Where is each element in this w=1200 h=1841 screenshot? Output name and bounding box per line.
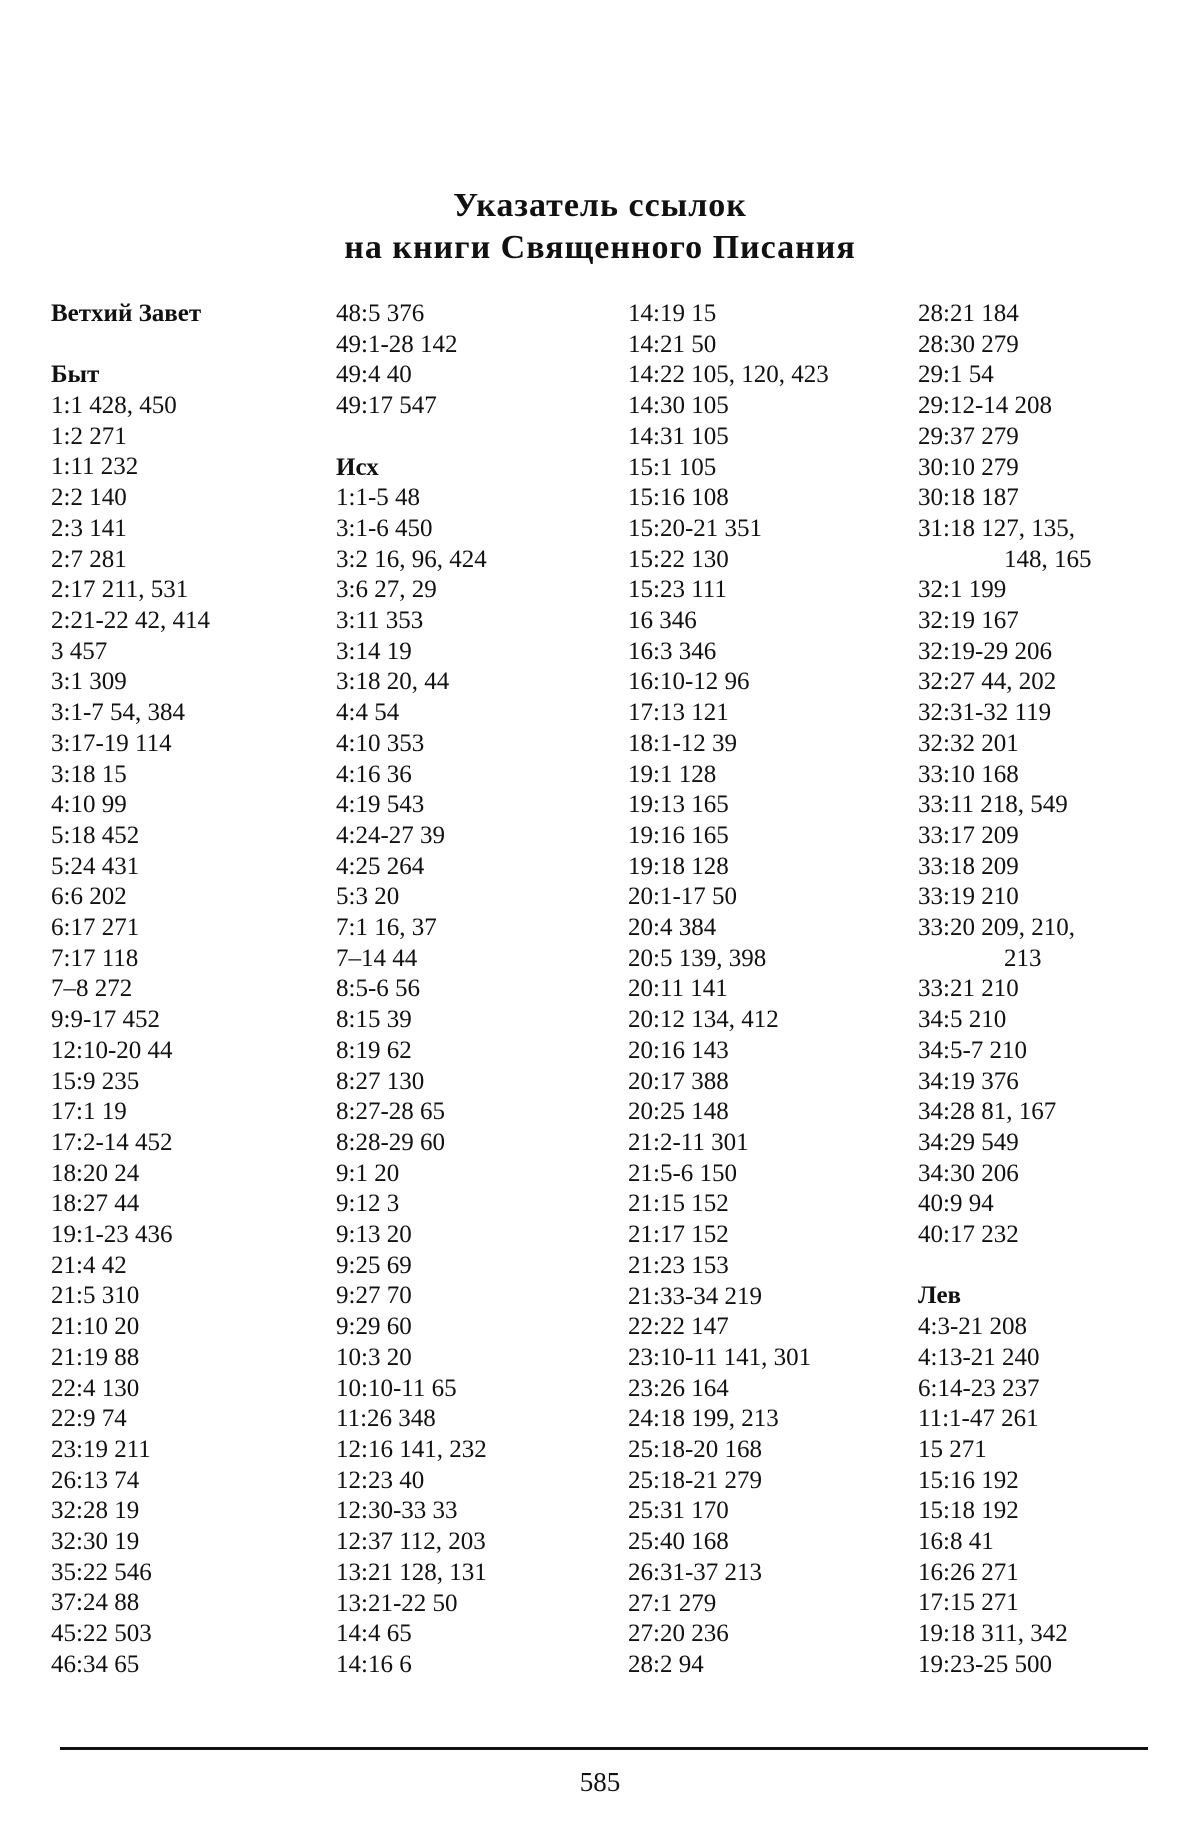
index-entry: 15:20-21 351 — [628, 514, 763, 542]
index-entry: 5:3 20 — [336, 883, 400, 911]
index-entry: 2:2 140 — [51, 484, 127, 512]
index-entry: 15:1 105 — [628, 453, 717, 481]
index-entry: 14:22 105, 120, 423 — [628, 361, 829, 389]
index-entry: 21:19 88 — [51, 1343, 140, 1371]
index-entry: 4:4 54 — [336, 699, 400, 727]
index-entry: 16:26 271 — [918, 1558, 1019, 1586]
index-entry: 21:33-34 219 — [628, 1282, 763, 1310]
index-entry: 19:18 128 — [628, 852, 729, 880]
page-number: 585 — [579, 1767, 621, 1797]
index-entry: 26:31-37 213 — [628, 1558, 763, 1586]
index-entry: 34:29 549 — [918, 1128, 1019, 1156]
index-entry: 8:27 130 — [336, 1067, 425, 1095]
index-entry: 25:18-21 279 — [628, 1466, 763, 1494]
index-entry: 4:10 99 — [51, 791, 127, 819]
spacer — [51, 330, 331, 361]
index-entry: 34:30 206 — [918, 1159, 1019, 1187]
index-entry: 12:30-33 33 — [336, 1497, 458, 1525]
index-entry: 33:21 210 — [918, 975, 1019, 1003]
index-entry: 20:1-17 50 — [628, 883, 738, 911]
index-entry: 20:12 134, 412 — [628, 1006, 779, 1034]
index-entry: 17:2-14 452 — [51, 1128, 173, 1156]
index-entry: 9:12 3 — [336, 1190, 400, 1218]
index-entry: 34:28 81, 167 — [918, 1098, 1057, 1126]
index-entry: 17:1 19 — [51, 1098, 127, 1126]
index-entry: 4:25 264 — [336, 852, 425, 880]
index-entry: 5:24 431 — [51, 852, 140, 880]
index-entry: 49:1-28 142 — [336, 330, 458, 358]
index-entry: 5:18 452 — [51, 821, 140, 849]
index-entry: 12:37 112, 203 — [336, 1528, 486, 1556]
index-entry: 6:6 202 — [51, 883, 127, 911]
index-entry: 16:8 41 — [918, 1528, 994, 1556]
index-entry: 22:4 130 — [51, 1374, 140, 1402]
index-entry: 33:18 209 — [918, 852, 1019, 880]
index-entry: 9:29 60 — [336, 1313, 412, 1341]
entry-list — [918, 575, 1198, 913]
index-entry: 19:16 165 — [628, 821, 729, 849]
index-entry: 21:5-6 150 — [628, 1159, 738, 1187]
index-entry: 23:26 164 — [628, 1374, 729, 1402]
index-entry: 32:19 167 — [918, 607, 1019, 634]
index-entry: 12:23 40 — [336, 1466, 425, 1494]
index-entry: 9:1 20 — [336, 1159, 400, 1187]
index-entry: 3:18 15 — [51, 760, 127, 788]
index-entry: 14:31 105 — [628, 422, 729, 450]
index-entry: 23:10-11 141, 301 — [628, 1343, 812, 1371]
index-entry: 6:17 271 — [51, 914, 140, 942]
index-entry: 3:14 19 — [336, 637, 412, 665]
index-entry: 15:18 192 — [918, 1497, 1019, 1525]
index-entry: 12:16 141, 232 — [336, 1435, 487, 1463]
index-entry: 32:30 19 — [51, 1528, 140, 1556]
index-entry: 25:40 168 — [628, 1528, 729, 1556]
index-entry: 16 346 — [628, 607, 697, 635]
index-entry: 32:32 201 — [918, 729, 1019, 757]
index-entry: 40:17 232 — [918, 1221, 1019, 1249]
index-entry: 11:26 348 — [336, 1405, 436, 1433]
index-entry: 21:17 152 — [628, 1221, 729, 1249]
index-entry: 15:16 192 — [918, 1466, 1019, 1494]
index-entry: 32:31-32 119 — [918, 699, 1052, 727]
spacer — [336, 422, 616, 453]
index-entry: 33:17 209 — [918, 821, 1019, 849]
index-entry-continuation: 148, 165 — [1004, 545, 1092, 573]
index-entry: 48:5 376 — [336, 300, 425, 327]
index-entry-continuation: 213 — [1004, 944, 1042, 972]
index-entry: 22:22 147 — [628, 1313, 729, 1341]
index-entry: 17:13 121 — [628, 699, 729, 727]
index-entry: 14:21 50 — [628, 330, 717, 358]
index-entry: 18:20 24 — [51, 1159, 140, 1187]
index-entry: 4:19 543 — [336, 791, 425, 819]
index-entry: 10:3 20 — [336, 1343, 412, 1371]
index-column-4 — [918, 299, 1198, 1681]
index-column-3 — [628, 299, 908, 1681]
index-entry: 34:19 376 — [918, 1067, 1019, 1095]
title-line-1: Указатель ссылок — [453, 187, 747, 224]
entry-list — [918, 299, 1198, 514]
index-column-1 — [51, 299, 331, 1681]
index-entry: 3:2 16, 96, 424 — [336, 545, 487, 573]
index-entry: 46:34 65 — [51, 1650, 140, 1678]
index-entry: 3:11 353 — [336, 607, 424, 634]
index-entry: 20:16 143 — [628, 1036, 729, 1064]
index-entry: 29:12-14 208 — [918, 392, 1053, 420]
index-entry: 25:18-20 168 — [628, 1436, 763, 1464]
entry-list — [336, 299, 616, 422]
index-entry: 12:10-20 44 — [51, 1036, 173, 1064]
index-entry: 21:23 153 — [628, 1251, 729, 1279]
index-entry: 33:10 168 — [918, 760, 1019, 788]
index-entry: 3:17-19 114 — [51, 729, 172, 757]
index-entry: 3:1 309 — [51, 668, 127, 696]
entry-list — [336, 483, 616, 1680]
index-entry: 14:16 6 — [336, 1650, 412, 1678]
index-entry: 1:1 428, 450 — [51, 392, 177, 420]
index-entry: 8:15 39 — [336, 1006, 412, 1034]
index-entry: 21:2-11 301 — [628, 1128, 749, 1156]
index-entry: 15:22 130 — [628, 545, 729, 573]
index-entry: 14:19 15 — [628, 300, 717, 327]
index-entry: 21:10 20 — [51, 1313, 140, 1341]
index-entry: 19:23-25 500 — [918, 1650, 1053, 1678]
index-entry: 29:1 54 — [918, 361, 994, 389]
index-entry: 13:21-22 50 — [336, 1589, 458, 1617]
page-title — [0, 185, 1200, 269]
index-entry: 30:10 279 — [918, 453, 1019, 481]
index-entry: 28:30 279 — [918, 330, 1019, 358]
index-entry: 17:15 271 — [918, 1589, 1019, 1617]
index-entry: 10:10-11 65 — [336, 1374, 457, 1402]
index-entry: 19:18 311, 342 — [918, 1620, 1068, 1648]
entry-list — [918, 974, 1198, 1250]
index-entry: 32:27 44, 202 — [918, 668, 1057, 696]
index-entry: 8:19 62 — [336, 1036, 412, 1064]
entry-list — [628, 299, 908, 1681]
book-heading-ish: Исх — [336, 453, 379, 481]
index-entry: 25:31 170 — [628, 1497, 729, 1525]
index-entry: 3 457 — [51, 637, 108, 665]
index-entry: 7–8 272 — [51, 975, 133, 1003]
index-entry: 33:11 218, 549 — [918, 791, 1068, 819]
index-entry: 20:17 388 — [628, 1067, 729, 1095]
index-entry: 19:1-23 436 — [51, 1221, 173, 1249]
index-entry: 21:4 42 — [51, 1251, 127, 1279]
book-heading-lev: Лев — [918, 1282, 962, 1310]
index-entry: 29:37 279 — [918, 422, 1019, 450]
entry-list — [918, 1312, 1198, 1680]
index-column-2 — [336, 299, 616, 1681]
index-entry: 2:21-22 42, 414 — [51, 606, 211, 634]
index-entry: 3:1-6 450 — [336, 514, 433, 542]
index-entry: 27:1 279 — [628, 1589, 717, 1617]
index-entry: 40:9 94 — [918, 1190, 994, 1218]
index-entry: 31:18 127, 135, — [918, 514, 1075, 542]
index-entry: 33:20 209, 210, — [918, 914, 1075, 942]
index-entry: 2:3 141 — [51, 514, 127, 542]
index-entry: 2:7 281 — [51, 545, 127, 573]
index-entry: 4:13-21 240 — [918, 1343, 1040, 1371]
index-entry: 34:5-7 210 — [918, 1036, 1028, 1064]
index-entry: 1:2 271 — [51, 422, 127, 450]
index-entry: 16:10-12 96 — [628, 668, 750, 696]
title-line-2: на книги Священного Писания — [344, 229, 856, 266]
index-entry: 20:25 148 — [628, 1098, 729, 1126]
footer-rule — [60, 1747, 1148, 1750]
index-entry: 20:11 141 — [628, 975, 728, 1003]
index-entry: 32:28 19 — [51, 1497, 140, 1525]
index-entry: 22:9 74 — [51, 1405, 127, 1433]
index-entry: 13:21 128, 131 — [336, 1558, 487, 1586]
index-entry: 9:27 70 — [336, 1282, 412, 1310]
index-entry: 27:20 236 — [628, 1620, 729, 1648]
index-entry: 28:21 184 — [918, 300, 1019, 327]
index-entry: 30:18 187 — [918, 484, 1019, 512]
index-entry: 15:23 111 — [628, 576, 727, 604]
index-entry: 9:9-17 452 — [51, 1006, 161, 1034]
index-entry: 32:1 199 — [918, 576, 1007, 604]
index-entry: 3:6 27, 29 — [336, 576, 437, 604]
index-entry: 28:2 94 — [628, 1650, 704, 1678]
section-heading: Ветхий Завет — [51, 300, 202, 327]
index-entry: 15:16 108 — [628, 484, 729, 512]
index-entry: 15:9 235 — [51, 1067, 140, 1095]
index-entry: 15 271 — [918, 1435, 987, 1463]
book-heading-byt: Быт — [51, 361, 100, 389]
index-entry: 8:5-6 56 — [336, 975, 421, 1003]
index-entry: 1:1-5 48 — [336, 484, 421, 512]
spacer — [918, 1251, 1198, 1282]
index-entry: 33:19 210 — [918, 883, 1019, 911]
index-entry: 8:27-28 65 — [336, 1098, 446, 1126]
index-entry: 4:3-21 208 — [918, 1313, 1028, 1341]
index-entry: 20:5 139, 398 — [628, 944, 767, 972]
index-entry: 35:22 546 — [51, 1558, 152, 1586]
index-entry: 19:1 128 — [628, 760, 717, 788]
index-entry: 3:1-7 54, 384 — [51, 699, 186, 727]
index-entry: 45:22 503 — [51, 1620, 152, 1648]
index-entry: 4:24-27 39 — [336, 821, 446, 849]
index-entry: 4:10 353 — [336, 729, 425, 757]
index-entry: 11:1-47 261 — [918, 1405, 1039, 1433]
index-entry: 16:3 346 — [628, 637, 717, 665]
index-entry: 7:1 16, 37 — [336, 914, 437, 942]
index-entry: 19:13 165 — [628, 791, 729, 819]
index-entry: 4:16 36 — [336, 760, 412, 788]
index-entry: 23:19 211 — [51, 1435, 151, 1463]
index-entry: 32:19-29 206 — [918, 637, 1053, 665]
index-entry: 7–14 44 — [336, 944, 418, 972]
index-entry: 49:17 547 — [336, 392, 437, 420]
index-entry: 2:17 211, 531 — [51, 576, 189, 604]
index-entry: 7:17 118 — [51, 944, 139, 972]
index-entry: 18:27 44 — [51, 1190, 140, 1218]
index-entry: 8:28-29 60 — [336, 1128, 446, 1156]
index-entry: 20:4 384 — [628, 914, 717, 942]
index-entry: 21:15 152 — [628, 1190, 729, 1218]
index-entry: 6:14-23 237 — [918, 1374, 1040, 1402]
entry-list — [51, 391, 331, 1681]
index-entry: 18:1-12 39 — [628, 729, 738, 757]
index-entry: 1:11 232 — [51, 453, 139, 481]
index-entry: 3:18 20, 44 — [336, 668, 450, 696]
index-entry: 26:13 74 — [51, 1466, 140, 1494]
index-entry: 37:24 88 — [51, 1589, 140, 1617]
index-entry: 9:13 20 — [336, 1221, 412, 1249]
index-entry: 21:5 310 — [51, 1282, 140, 1310]
index-entry: 14:4 65 — [336, 1620, 412, 1648]
index-entry: 14:30 105 — [628, 392, 729, 420]
index-entry: 9:25 69 — [336, 1251, 412, 1279]
index-entry: 49:4 40 — [336, 361, 412, 389]
index-entry: 24:18 199, 213 — [628, 1405, 779, 1433]
index-entry: 34:5 210 — [918, 1006, 1007, 1034]
